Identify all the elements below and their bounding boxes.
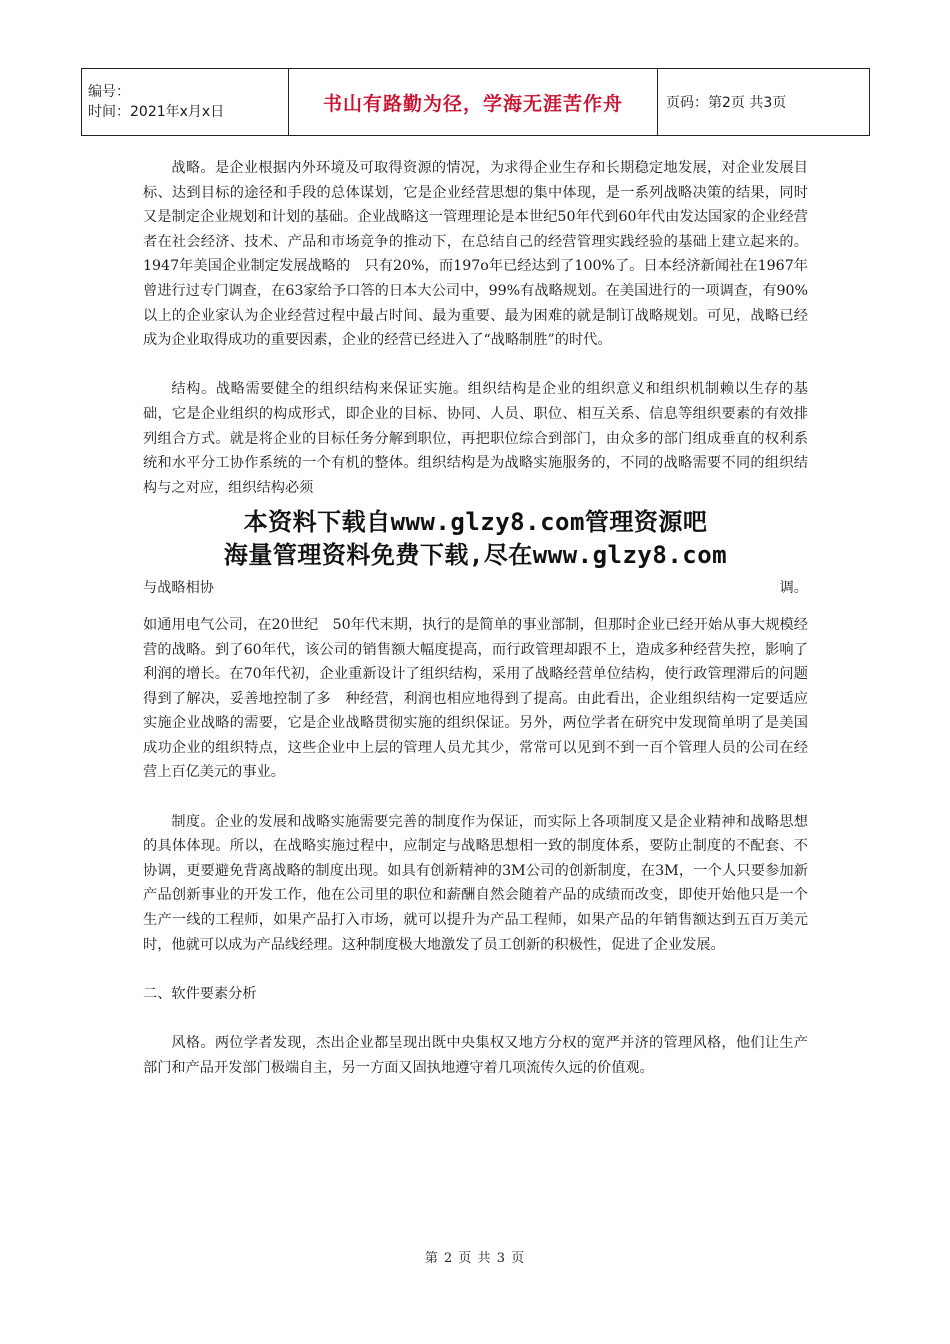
document-time-label: 时间：2021年x月x日	[88, 104, 225, 120]
paragraph-system: 制度。企业的发展和战略实施需要完善的制度作为保证，而实际上各项制度又是企业精神和战略思想的具体体现。所以，在战略实施过程中，应制定与战略思想相一致的制度体系，要防止制度的不配套、不协调，更要避免背离战略的制度出现。如具有创新精神的3M公司的创新制度，在3M，一个人只要参加新产品创新事业的开发工作，他在公司里的职位和薪酬自然会随着产品的成绩而改变，即使开始他只是一个生产一线的工程师，如果产品打入市场，就可以提升为产品工程师，如果产品的年销售额达到五百万美元时，他就可以成为产品线经理。这种制度极大地激发了员工创新的积极性，促进了企业发展。	[143, 813, 808, 953]
header-page-label: 页码：第2页 共3页	[658, 69, 870, 136]
section-heading: 二、软件要素分析	[143, 985, 257, 1002]
watermark-line-1: 本资料下载自www.glzy8.com管理资源吧	[243, 508, 708, 537]
header-motto: 书山有路勤为径，学海无涯苦作舟	[289, 69, 658, 136]
split-line-left: 与战略相协	[143, 580, 214, 597]
paragraph-strategy: 战略。是企业根据内外环境及可取得资源的情况，为求得企业生存和长期稳定地发展，对企业发展目标、达到目标的途径和手段的总体谋划，它是企业经营思想的集中体现，是一系列战略决策的结果，同时又是制定企业规划和计划的基础。企业战略这一管理理论是本世纪50年代到60年代由发达国家的企业经营者在社会经济、技术、产品和市场竞争的推动下，在总结自己的经营管理实践经验的基础上建立起来的。1947年美国企业制定发展战略的 只有20%，而197o年已经达到了100%了。日本经济新闻社在1967年曾进行过专门调查，在63家给予口答的日本大公司中，99%有战略规划。在美国进行的一项调查，有90%以上的企业家认为企业经营过程中最占时间、最为重要、最为困难的就是制订战略规划。可见，战略已经成为企业取得成功的重要因素，企业的经营已经进入了“战略制胜”的时代。	[143, 160, 808, 349]
header-table	[81, 68, 870, 136]
split-line	[143, 576, 808, 601]
split-line-right: 调。	[779, 580, 808, 597]
watermark-banner	[143, 506, 808, 572]
paragraph-ge-example: 如通用电气公司，在20世纪 50年代末期，执行的是简单的事业部制，但那时企业已经开始从事大规模经营的战略。到了60年代，该公司的销售额大幅度提高，而行政管理却跟不上，造成多种经营失控，影响了利润的增长。在70年代初，企业重新设计了组织结构，采用了战略经营单位结构，使行政管理滞后的问题得到了解决，妥善地控制了多 种经营，利润也相应地得到了提高。由此看出，企业组织结构一定要适应实施企业战略的需要，它是企业战略贯彻实施的组织保证。另外，两位学者在研究中发现简单明了是美国成功企业的组织特点，这些企业中上层的管理人员尤其少，常常可以见到不到一百个管理人员的公司在经营上百亿美元的事业。	[143, 616, 808, 781]
document-number-label: 编号：	[88, 84, 130, 100]
paragraph-style: 风格。两位学者发现，杰出企业都呈现出既中央集权又地方分权的宽严并济的管理风格，他们让生产部门和产品开发部门极端自主，另一方面又固执地遵守着几项流传久远的价值观。	[143, 1035, 808, 1076]
document-body	[143, 156, 808, 1080]
paragraph-structure: 结构。战略需要健全的组织结构来保证实施。组织结构是企业的组织意义和组织机制赖以生存的基础，它是企业组织的构成形式，即企业的目标、协同、人员、职位、相互关系、信息等组织要素的有效排列组合方式。就是将企业的目标任务分解到职位，再把职位综合到部门，由众多的部门组成垂直的权利系统和水平分工协作系统的一个有机的整体。组织结构是为战略实施服务的，不同的战略需要不同的组织结构与之对应，组织结构必须	[143, 381, 808, 496]
page-footer: 第 2 页 共 3 页	[424, 1251, 526, 1266]
watermark-line-2: 海量管理资料免费下载,尽在www.glzy8.com	[223, 541, 728, 570]
header-left-cell	[82, 69, 289, 136]
